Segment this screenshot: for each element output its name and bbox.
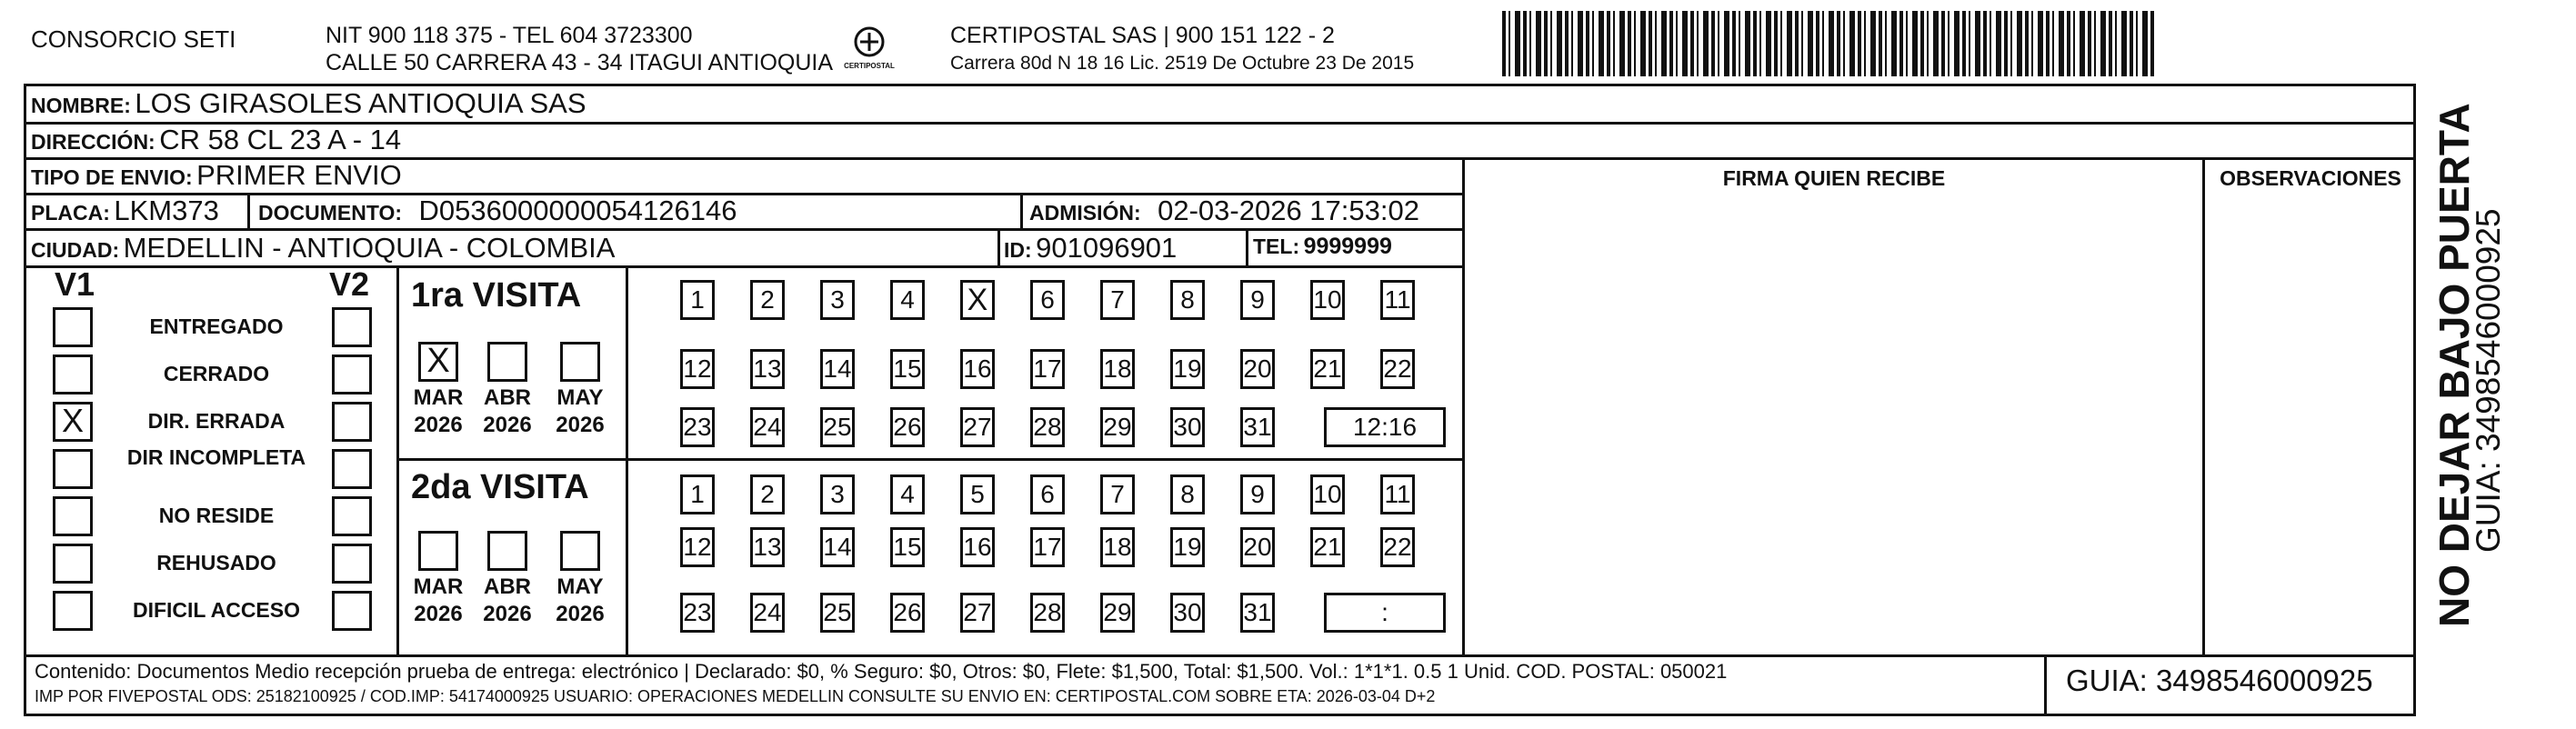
day-box[interactable]: 23 (680, 407, 715, 447)
day-box[interactable]: 21 (1310, 349, 1345, 389)
day-box[interactable]: 31 (1240, 593, 1275, 633)
no-dejar-warning: NO DEJAR BAJO PUERTA (2431, 103, 2478, 627)
day-box[interactable]: 10 (1310, 474, 1345, 514)
recipient-address: CR 58 CL 23 A - 14 (159, 124, 402, 155)
day-box[interactable]: 1 (680, 474, 715, 514)
day-box[interactable]: 7 (1100, 474, 1135, 514)
day-box[interactable]: 12 (680, 527, 715, 567)
day-box[interactable]: 28 (1030, 593, 1065, 633)
day-box[interactable]: 2 (750, 280, 785, 320)
v1-checkbox[interactable] (53, 591, 93, 631)
day-box[interactable]: 29 (1100, 593, 1135, 633)
day-box[interactable]: 19 (1170, 527, 1205, 567)
day-box[interactable]: 15 (890, 349, 925, 389)
address-line: CALLE 50 CARRERA 43 - 34 ITAGUI ANTIOQUIA (326, 50, 834, 75)
day-box[interactable]: 25 (820, 407, 855, 447)
barcode (1502, 11, 2155, 76)
day-box[interactable]: 17 (1030, 349, 1065, 389)
day-box[interactable]: 17 (1030, 527, 1065, 567)
documento-label: DOCUMENTO: (258, 201, 403, 225)
id-value: 901096901 (1036, 232, 1178, 264)
month-checkbox-abr[interactable] (487, 531, 527, 571)
day-box[interactable]: 11 (1380, 280, 1415, 320)
year-label: 2026 (556, 413, 605, 437)
certipostal-logo (833, 22, 906, 76)
day-box[interactable]: 23 (680, 593, 715, 633)
status-label: DIR INCOMPLETA (126, 445, 306, 469)
direccion-label: DIRECCIÓN: (31, 130, 155, 154)
v2-checkbox[interactable] (332, 449, 372, 489)
status-label: DIFICIL ACCESO (132, 598, 300, 622)
day-box[interactable]: 18 (1100, 527, 1135, 567)
status-label: DIR. ERRADA (147, 409, 286, 433)
day-box[interactable]: 19 (1170, 349, 1205, 389)
v2-checkbox[interactable] (332, 307, 372, 347)
day-box[interactable]: 8 (1170, 474, 1205, 514)
day-box[interactable]: 11 (1380, 474, 1415, 514)
day-box[interactable]: 27 (960, 593, 995, 633)
month-label: ABR (484, 385, 531, 410)
placa-label: PLACA: (31, 201, 110, 225)
day-box[interactable]: X (960, 280, 995, 320)
v1-checkbox[interactable] (53, 307, 93, 347)
month-checkbox-abr[interactable] (487, 342, 527, 382)
ciudad-label: CIUDAD: (31, 238, 120, 262)
day-box[interactable]: 6 (1030, 280, 1065, 320)
month-checkbox-may[interactable] (560, 342, 600, 382)
day-box[interactable]: 18 (1100, 349, 1135, 389)
second-visit-title: 2da VISITA (411, 468, 589, 506)
placa-value: LKM373 (114, 195, 219, 226)
status-label: CERRADO (163, 362, 270, 385)
month-label: MAR (413, 574, 464, 599)
day-box[interactable]: 28 (1030, 407, 1065, 447)
month-checkbox-mar[interactable] (418, 531, 458, 571)
day-box[interactable]: 20 (1240, 527, 1275, 567)
month-label: MAY (556, 385, 604, 410)
tipo-envio-value: PRIMER ENVIO (196, 159, 402, 191)
recipient-name: LOS GIRASOLES ANTIOQUIA SAS (135, 87, 586, 119)
nit-line: NIT 900 118 375 - TEL 604 3723300 (326, 23, 693, 48)
month-checkbox-may[interactable] (560, 531, 600, 571)
id-label: ID: (1004, 238, 1032, 262)
year-label: 2026 (483, 413, 532, 437)
firma-header: FIRMA QUIEN RECIBE (1722, 166, 1946, 190)
day-box[interactable]: 16 (960, 349, 995, 389)
v2-checkbox[interactable] (332, 496, 372, 536)
v1-header: V1 (55, 265, 95, 303)
admision-value: 02-03-2026 17:53:02 (1158, 195, 1419, 226)
first-visit-title: 1ra VISITA (411, 276, 582, 315)
day-box[interactable]: 31 (1240, 407, 1275, 447)
status-label: NO RESIDE (158, 504, 275, 527)
day-box[interactable]: 15 (890, 527, 925, 567)
day-box[interactable]: 2 (750, 474, 785, 514)
month-label: ABR (484, 574, 531, 599)
time-box[interactable]: 12:16 (1324, 407, 1446, 447)
tel-value: 9999999 (1303, 234, 1392, 259)
v1-checkbox[interactable]: X (53, 402, 93, 442)
day-box[interactable]: 3 (820, 280, 855, 320)
day-box[interactable]: 4 (890, 474, 925, 514)
v1-checkbox[interactable] (53, 355, 93, 394)
status-label: ENTREGADO (149, 315, 284, 338)
v1-checkbox[interactable] (53, 449, 93, 489)
day-box[interactable]: 16 (960, 527, 995, 567)
year-label: 2026 (414, 602, 463, 626)
tipo-envio-label: TIPO DE ENVIO: (31, 165, 193, 189)
year-label: 2026 (556, 602, 605, 626)
day-box[interactable]: 7 (1100, 280, 1135, 320)
footer-guia: GUIA: 3498546000925 (2066, 664, 2373, 697)
day-box[interactable]: 29 (1100, 407, 1135, 447)
v1-checkbox[interactable] (53, 544, 93, 584)
tel-label: TEL: (1253, 235, 1300, 258)
v2-header: V2 (329, 265, 370, 303)
license-line: Carrera 80d N 18 16 Lic. 2519 De Octubre 23 De 2015 (950, 53, 1415, 74)
side-guia: GUIA: 3498546000925 (2470, 208, 2507, 553)
v1-checkbox[interactable] (53, 496, 93, 536)
day-box[interactable]: 22 (1380, 527, 1415, 567)
admision-label: ADMISIÓN: (1029, 201, 1141, 225)
year-label: 2026 (483, 602, 532, 626)
year-label: 2026 (414, 413, 463, 437)
status-label: REHUSADO (156, 551, 276, 574)
month-checkbox-mar[interactable]: X (418, 342, 458, 382)
day-box[interactable]: 20 (1240, 349, 1275, 389)
day-box[interactable]: 4 (890, 280, 925, 320)
month-label: MAY (556, 574, 604, 599)
day-box[interactable]: 22 (1380, 349, 1415, 389)
day-box[interactable]: 6 (1030, 474, 1065, 514)
day-box[interactable]: 30 (1170, 407, 1205, 447)
day-box[interactable]: 12 (680, 349, 715, 389)
documento-value: D0536000000054126146 (418, 195, 737, 226)
day-box[interactable]: 24 (750, 593, 785, 633)
courier-line: CERTIPOSTAL SAS | 900 151 122 - 2 (950, 23, 1335, 48)
day-box[interactable]: 3 (820, 474, 855, 514)
logo-text: CERTIPOSTAL (844, 62, 895, 70)
v2-checkbox[interactable] (332, 402, 372, 442)
day-box[interactable]: 30 (1170, 593, 1205, 633)
day-box[interactable]: 13 (750, 527, 785, 567)
imp-line: IMP POR FIVEPOSTAL ODS: 25182100925 / COD.IMP: 54174000925 USUARIO: OPERACIONES MEDELLIN CONSULTE SU ENVIO EN: CERTIPOSTAL.COM SOBRE ETA: 2026-03-04 D+2 (35, 687, 1436, 705)
day-box[interactable]: 14 (820, 349, 855, 389)
contenido-line: Contenido: Documentos Medio recepción prueba de entrega: electrónico | Declarado: $0, % Seguro: $0, Otros: $0, Flete: $1,500, Total: $1,500. Vol.: 1*1*1. 0.5 1 Unid. COD. POSTAL: 050021 (35, 660, 1728, 683)
day-box[interactable]: 13 (750, 349, 785, 389)
v2-checkbox[interactable] (332, 355, 372, 394)
observaciones-header: OBSERVACIONES (2220, 166, 2401, 190)
month-label: MAR (413, 385, 464, 410)
day-box[interactable]: 21 (1310, 527, 1345, 567)
day-box[interactable]: 26 (890, 593, 925, 633)
time-box[interactable]: : (1324, 593, 1446, 633)
day-box[interactable]: 25 (820, 593, 855, 633)
day-box[interactable]: 9 (1240, 474, 1275, 514)
v2-checkbox[interactable] (332, 591, 372, 631)
day-box[interactable]: 8 (1170, 280, 1205, 320)
day-box[interactable]: 1 (680, 280, 715, 320)
v2-checkbox[interactable] (332, 544, 372, 584)
day-box[interactable]: 24 (750, 407, 785, 447)
day-box[interactable]: 27 (960, 407, 995, 447)
ciudad-value: MEDELLIN - ANTIOQUIA - COLOMBIA (123, 232, 616, 264)
nombre-label: NOMBRE: (31, 94, 131, 117)
company-name: CONSORCIO SETI (31, 25, 236, 53)
day-box[interactable]: 14 (820, 527, 855, 567)
day-box[interactable]: 10 (1310, 280, 1345, 320)
day-box[interactable]: 9 (1240, 280, 1275, 320)
day-box[interactable]: 5 (960, 474, 995, 514)
day-box[interactable]: 26 (890, 407, 925, 447)
